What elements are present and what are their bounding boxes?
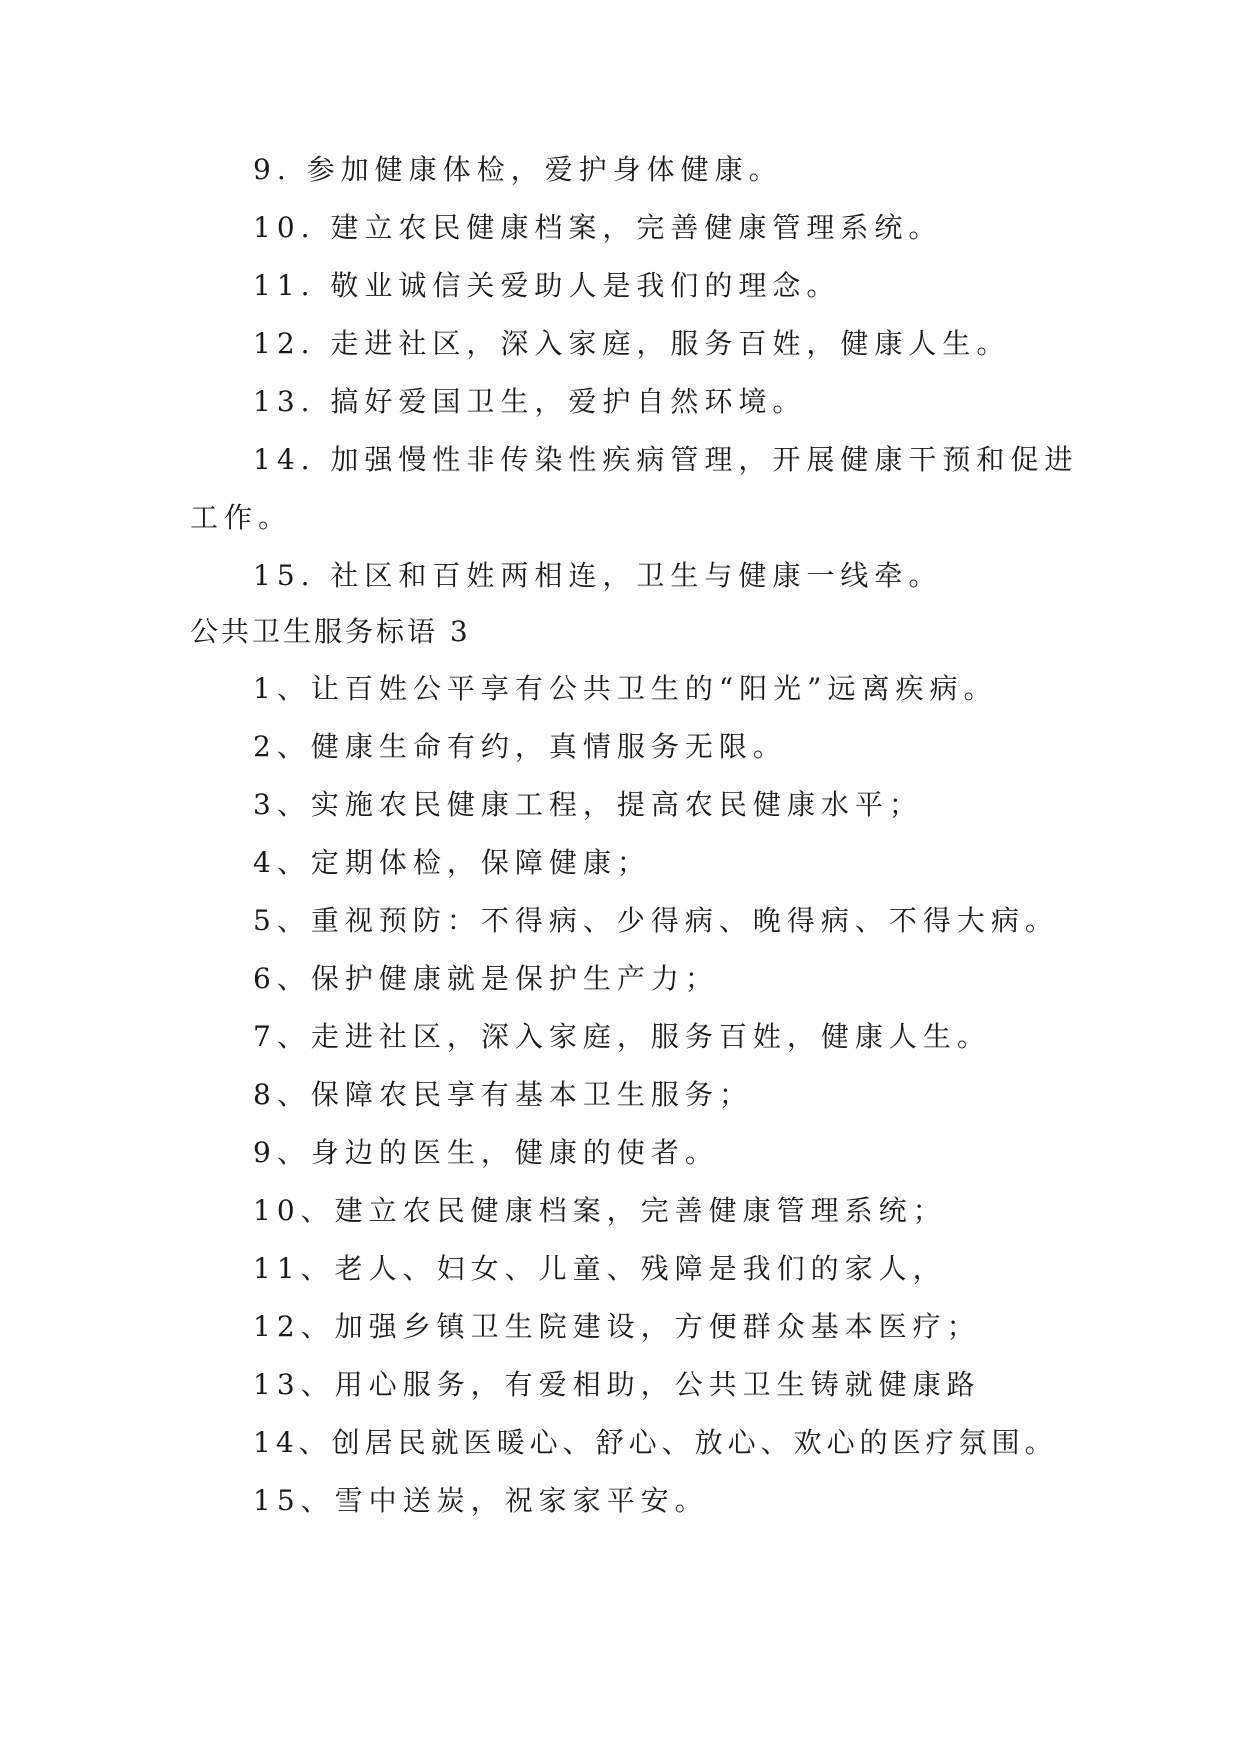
list-item: 4、定期体检，保障健康； [253, 846, 651, 879]
list-item: 11. 敬业诚信关爱助人是我们的理念。 [253, 269, 841, 302]
list-item: 6、保护健康就是保护生产力； [253, 962, 719, 995]
list-item: 9. 参加健康体检，爱护身体健康。 [253, 153, 783, 186]
list-item: 10. 建立农民健康档案，完善健康管理系统。 [253, 211, 943, 244]
list-item: 15. 社区和百姓两相连，卫生与健康一线牵。 [253, 559, 943, 592]
section-heading: 公共卫生服务标语 3 [190, 615, 471, 648]
list-item: 14、创居民就医暖心、舒心、放心、欢心的医疗氛围。 [253, 1426, 1058, 1459]
list-item: 1、让百姓公平享有公共卫生的“阳光”远离疾病。 [253, 672, 998, 705]
list-item: 13、用心服务，有爱相助，公共卫生铸就健康路 [253, 1368, 981, 1401]
list-item: 12、加强乡镇卫生院建设，方便群众基本医疗； [253, 1310, 981, 1343]
list-item: 14. 加强慢性非传染性疾病管理，开展健康干预和促进 [253, 443, 1079, 476]
list-item: 2、健康生命有约，真情服务无限。 [253, 730, 787, 763]
list-item-continuation: 工作。 [190, 501, 293, 534]
list-item: 15、雪中送炭，祝家家平安。 [253, 1484, 709, 1517]
list-item: 8、保障农民享有基本卫生服务； [253, 1078, 753, 1111]
list-item: 5、重视预防：不得病、少得病、晚得病、不得大病。 [253, 904, 1059, 937]
list-item: 11、老人、妇女、儿童、残障是我们的家人， [253, 1252, 947, 1285]
list-item: 12. 走进社区，深入家庭，服务百姓，健康人生。 [253, 327, 1011, 360]
list-item: 7、走进社区，深入家庭，服务百姓，健康人生。 [253, 1020, 991, 1053]
list-item: 9、身边的医生，健康的使者。 [253, 1136, 719, 1169]
list-item: 3、实施农民健康工程，提高农民健康水平； [253, 788, 923, 821]
list-item: 13. 搞好爱国卫生，爱护自然环境。 [253, 385, 807, 418]
list-item: 10、建立农民健康档案，完善健康管理系统； [253, 1194, 947, 1227]
